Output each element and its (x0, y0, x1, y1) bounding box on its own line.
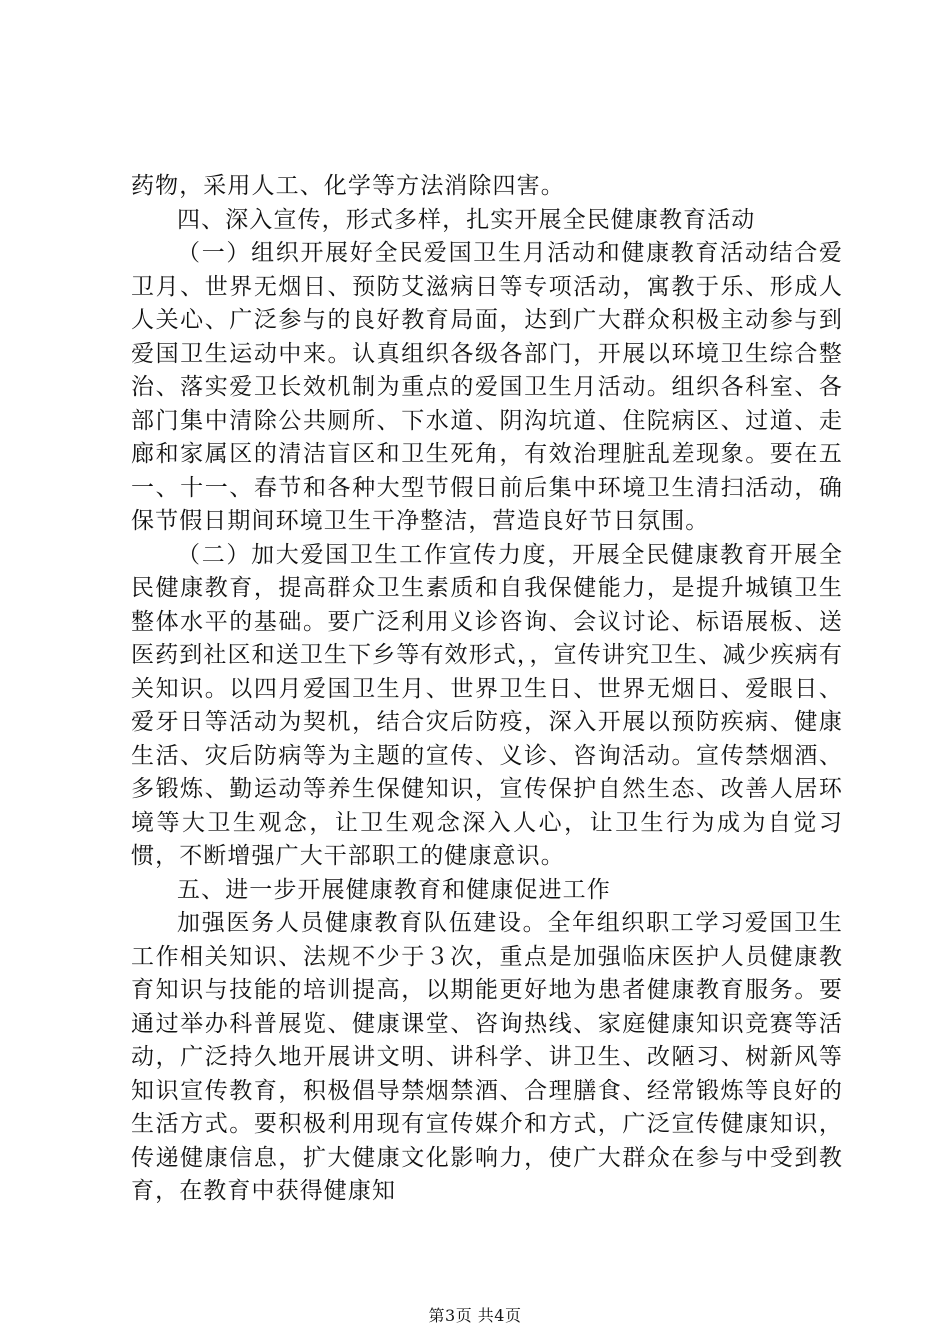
section-heading-4: 四、深入宣传，形式多样，扎实开展全民健康教育活动 (177, 206, 756, 233)
paragraph-item-2: （二）加大爱国卫生工作宣传力度，开展全民健康教育开展全民健康教育，提高群众卫生素质和自我保健能力，是提升城镇卫生整体水平的基础。要广泛利用义诊咨询、会议讨论、标语展板、送医药到社区和送卫生下乡等有效形式，，宣传讲究卫生、减少疾病有关知识。以四月爱国卫生月、世界卫生日、世界无烟日、爱眼日、爱牙日等活动为契机，结合灾后防疫，深入开展以预防疾病、健康生活、灾后防病等为主题的宣传、义诊、咨询活动。宣传禁烟酒、多锻炼、勤运动等养生保健知识，宣传保护自然生态、改善人居环境等大卫生观念，让卫生观念深入人心，让卫生行为成为自觉习惯，不断增强广大干部职工的健康意识。 (131, 541, 843, 869)
page-footer: 第3页 共4页 (428, 1306, 522, 1325)
section-heading-5: 五、进一步开展健康教育和健康促进工作 (177, 876, 611, 903)
document-body (131, 170, 843, 1209)
paragraph-item-1: （一）组织开展好全民爱国卫生月活动和健康教育活动结合爱卫月、世界无烟日、预防艾滋病日等专项活动，寓教于乐、形成人人关心、广泛参与的良好教育局面，达到广大群众积极主动参与到爱国卫生运动中来。认真组织各级各部门，开展以环境卫生综合整治、落实爱卫长效机制为重点的爱国卫生月活动。组织各科室、各部门集中清除公共厕所、下水道、阴沟坑道、住院病区、过道、走廊和家属区的清洁盲区和卫生死角，有效治理脏乱差现象。要在五一、十一、春节和各种大型节假日前后集中环境卫生清扫活动，确保节假日期间环境卫生干净整洁，营造良好节日氛围。 (131, 240, 843, 534)
paragraph-section-5: 加强医务人员健康教育队伍建设。全年组织职工学习爱国卫生工作相关知识、法规不少于３次，重点是加强临床医护人员健康教育知识与技能的培训提高，以期能更好地为患者健康教育服务。要通过举办科普展览、健康课堂、咨询热线、家庭健康知识竞赛等活动，广泛持久地开展讲文明、讲科学、讲卫生、改陋习、树新风等知识宣传教育，积极倡导禁烟禁酒、合理膳食、经常锻炼等良好的生活方式。要积极利用现有宣传媒介和方式，广泛宣传健康知识，传递健康信息，扩大健康文化影响力，使广大群众在参与中受到教育，在教育中获得健康知 (131, 910, 843, 1204)
paragraph-continuation: 药物，采用人工、化学等方法消除四害。 (131, 173, 565, 199)
